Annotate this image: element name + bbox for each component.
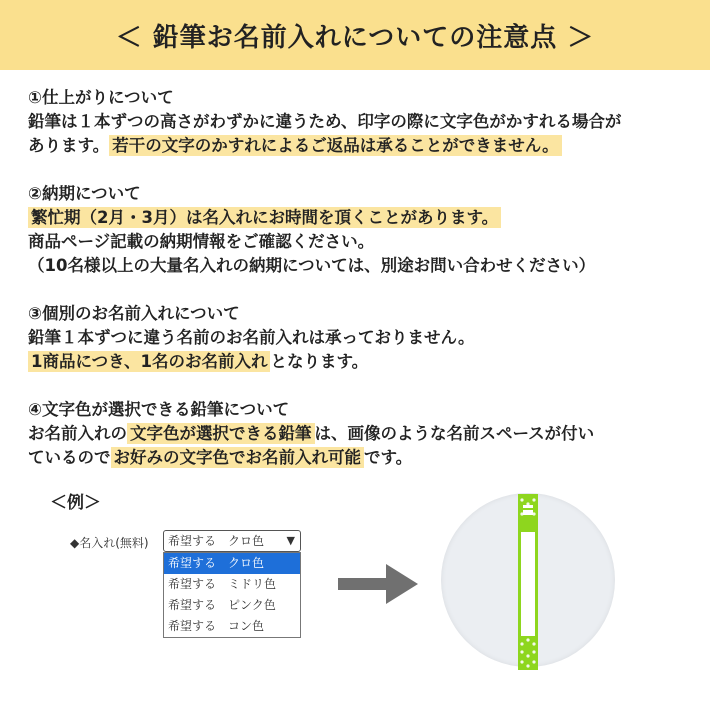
section-text [28,206,688,230]
highlight-text: 文字色が選択できる鉛筆 [127,423,315,444]
section-text: 商品ページ記載の納期情報をご確認ください。 [28,232,375,251]
section-delivery [28,182,688,278]
section-text [28,446,688,470]
pencil-image [517,494,539,670]
highlight-text: 若干の文字のかすれによるご返品は承ることができません。 [109,135,562,156]
section-heading: ②納期について [28,184,141,203]
section-heading: ④文字色が選択できる鉛筆について [28,400,290,419]
example-label: ＜例＞ [50,493,101,513]
color-select[interactable] [163,530,301,552]
option-list [163,552,301,638]
select-label: ◆名入れ(無料) [70,536,149,550]
text-segment: あります。 [28,136,110,155]
section-color [28,398,688,470]
section-text [28,134,688,158]
section-text: 鉛筆は１本ずつの高さがわずかに違うため、印字の際に文字色がかすれる場合が [28,112,622,131]
option-item[interactable]: 希望する ピンク色 [168,598,276,612]
section-finish [28,86,688,158]
highlight-text: お好みの文字色でお名前入れ可能 [111,447,365,468]
notice-content [28,86,688,494]
text-segment: お名前入れの [28,424,127,443]
page-title: ＜ 鉛筆お名前入れについての注意点 ＞ [115,22,595,53]
section-text: 鉛筆１本ずつに違う名前のお名前入れは承っておりません。 [28,328,475,347]
highlight-text: 1商品につき、1名のお名前入れ [28,351,270,372]
text-segment: です。 [364,448,413,467]
option-item[interactable]: 希望する クロ色 [164,553,300,574]
section-text [28,422,688,446]
text-segment: ているので [28,448,111,467]
option-item[interactable]: 希望する ミドリ色 [168,577,277,591]
section-text: （10名様以上の大量名入れの納期については、別途お問い合わせください） [28,256,596,275]
select-value: 希望する クロ色 [168,534,265,548]
title-banner [0,0,710,70]
option-item[interactable]: 希望する コン色 [168,619,265,633]
section-text [28,350,688,374]
section-heading: ①仕上がりについて [28,88,174,107]
arrow-right-icon [338,562,420,606]
text-segment: となります。 [270,352,369,371]
section-individual [28,302,688,374]
text-segment: は、画像のような名前スペースが付い [314,424,595,443]
highlight-text: 繁忙期（2月・3月）は名入れにお時間を頂くことがあります。 [28,207,501,228]
section-heading: ③個別のお名前入れについて [28,304,240,323]
chevron-down-icon: ▼ [286,534,295,547]
